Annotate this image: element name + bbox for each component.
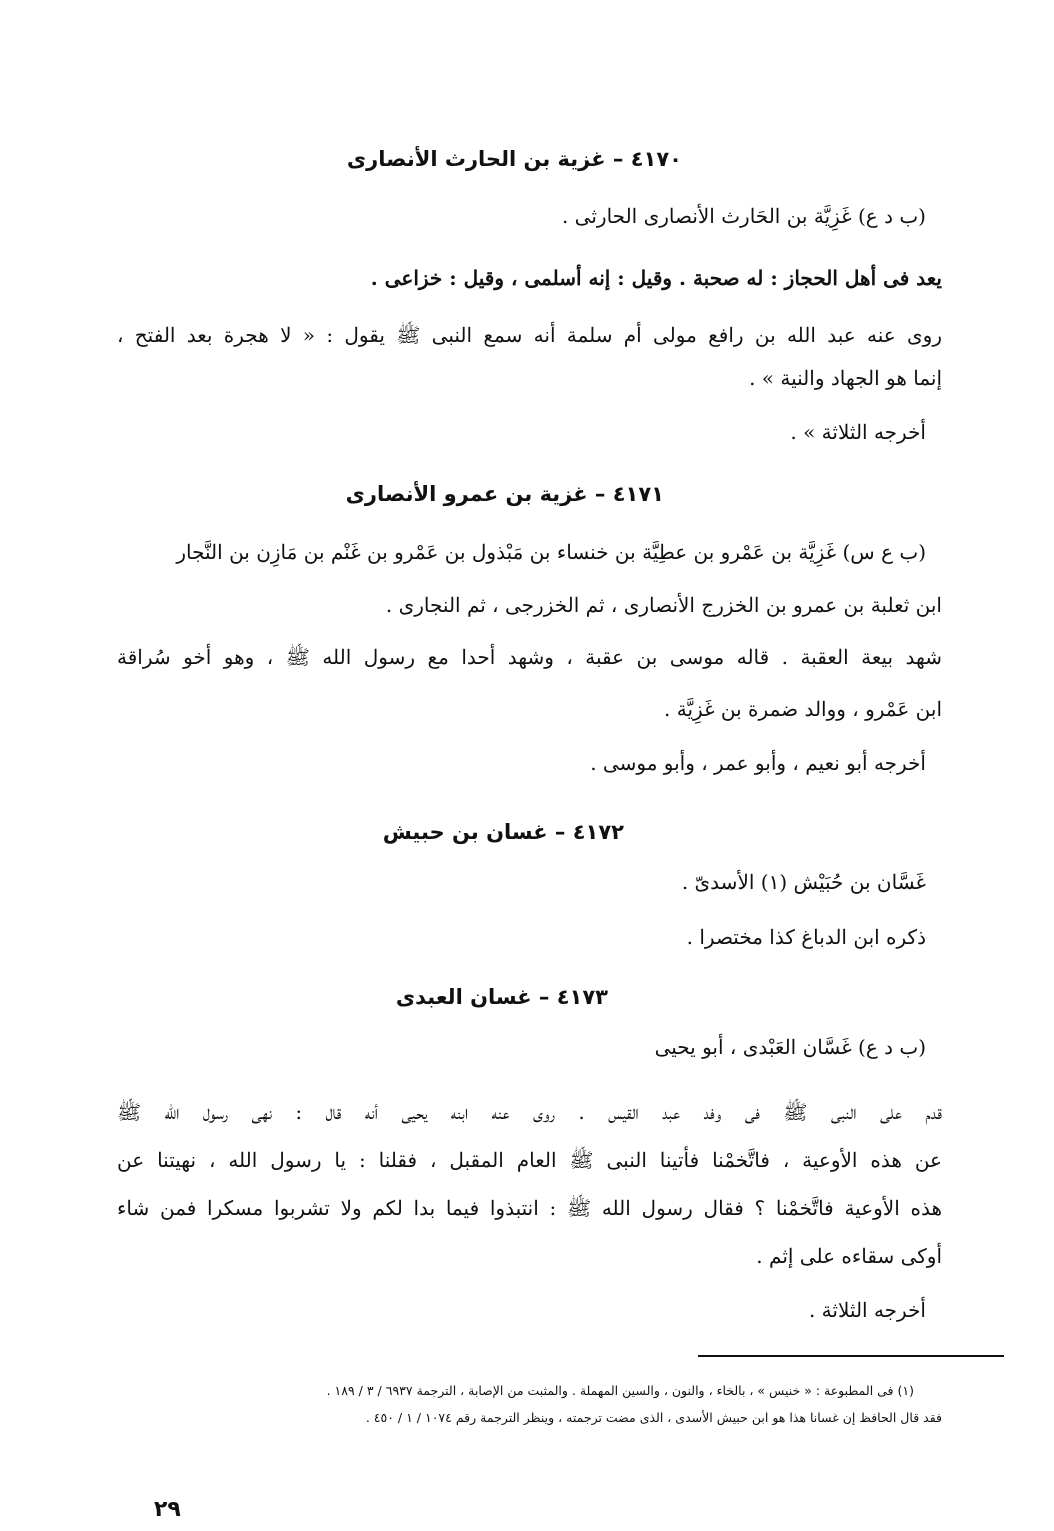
entry-4170-line-4: إنما هو الجهاد والنية » .	[749, 366, 942, 390]
entry-title-4170: ٤١٧٠ – غزية بن الحارث الأنصارى	[346, 147, 682, 171]
entry-title-4173: ٤١٧٣ – غسان العبدى	[395, 985, 608, 1009]
entry-title-4171: ٤١٧١ – غزية بن عمرو الأنصارى	[345, 482, 664, 506]
entry-4171-line-2: ابن ثعلبة بن عمرو بن الخزرج الأنصارى ، ثم الخزرجى ، ثم النجارى .	[385, 593, 942, 617]
entry-4173-line-5: أوكى سقاءه على إثم .	[756, 1244, 942, 1268]
entry-4171-line-5: أخرجه أبو نعيم ، وأبو عمر ، وأبو موسى .	[590, 751, 926, 775]
entry-4173-line-6: أخرجه الثلاثة .	[808, 1298, 926, 1322]
entry-4171-line-3: شهد بيعة العقبة . قاله موسى بن عقبة ، وشهد أحدا مع رسول الله ﷺ ، وهو أخو سُراقة	[117, 645, 942, 669]
entry-title-4172: ٤١٧٢ – غسان بن حبيش	[382, 820, 624, 844]
entry-4173-line-1: (ب د ع) غَسَّان العَبْدى ، أبو يحيى	[654, 1035, 926, 1059]
entry-4170-line-5: أخرجه الثلاثة » .	[790, 420, 926, 444]
entry-4171-line-1: (ب ع س) غَزِيَّة بن عَمْرو بن عطِيَّة بن خنساء بن مَبْذول بن عَمْرو بن غَنْم بن مَازِن بن النَّجار	[176, 540, 926, 564]
entry-4171-line-4: ابن عَمْرو ، ووالد ضمرة بن غَزِيَّة .	[664, 697, 942, 721]
footnote-line-1: (١) فى المطبوعة : « خنيس » ، بالخاء ، والنون ، والسين المهملة . والمثبت من الإصابة ، الترجمة ٦٩٣٧ / ٣ / ١٨٩ .	[326, 1383, 914, 1398]
entry-4170-line-2: يعد فى أهل الحجاز : له صحبة . وقيل : إنه أسلمى ، وقيل : خزاعى .	[370, 266, 942, 290]
entry-4170-line-3: روى عنه عبد الله بن رافع مولى أم سلمة أنه سمع النبى ﷺ يقول : « لا هجرة بعد الفتح ،	[117, 323, 942, 347]
entry-4172-line-2: ذكره ابن الدباغ كذا مختصرا .	[686, 925, 926, 949]
entry-4170-line-1: (ب د ع) غَزِيَّة بن الحَارث الأنصارى الحارثى .	[561, 204, 926, 228]
entry-4172-line-1: غَسَّان بن حُبَيْش (١) الأسدىّ .	[681, 870, 926, 894]
entry-4173-line-4: هذه الأوعية فاتَّخمْنا ؟ فقال رسول الله ﷺ : انتبذوا فيما بدا لكم ولا تشربوا مسكرا فمن شاء	[117, 1196, 942, 1220]
entry-4173-line-3: عن هذه الأوعية ، فاتَّخمْنا فأتينا النبى ﷺ العام المقبل ، فقلنا : يا رسول الله ، نهيتنا عن	[117, 1148, 942, 1172]
footnote-separator	[698, 1355, 1004, 1357]
footnote-line-2: فقد قال الحافظ إن غسانا هذا هو ابن حبيش الأسدى ، الذى مضت ترجمته ، وينظر الترجمة رقم ١٠٧٤ / ١ / ٤٥٠ .	[365, 1410, 942, 1425]
entry-4173-line-2: قدم على النبى ﷺ فى وفد عبد القيس . روى عنه ابنه يحيى أنه قال : نهى رسول الله ﷺ	[117, 1100, 942, 1124]
page-number: ٢٩	[154, 1497, 181, 1522]
